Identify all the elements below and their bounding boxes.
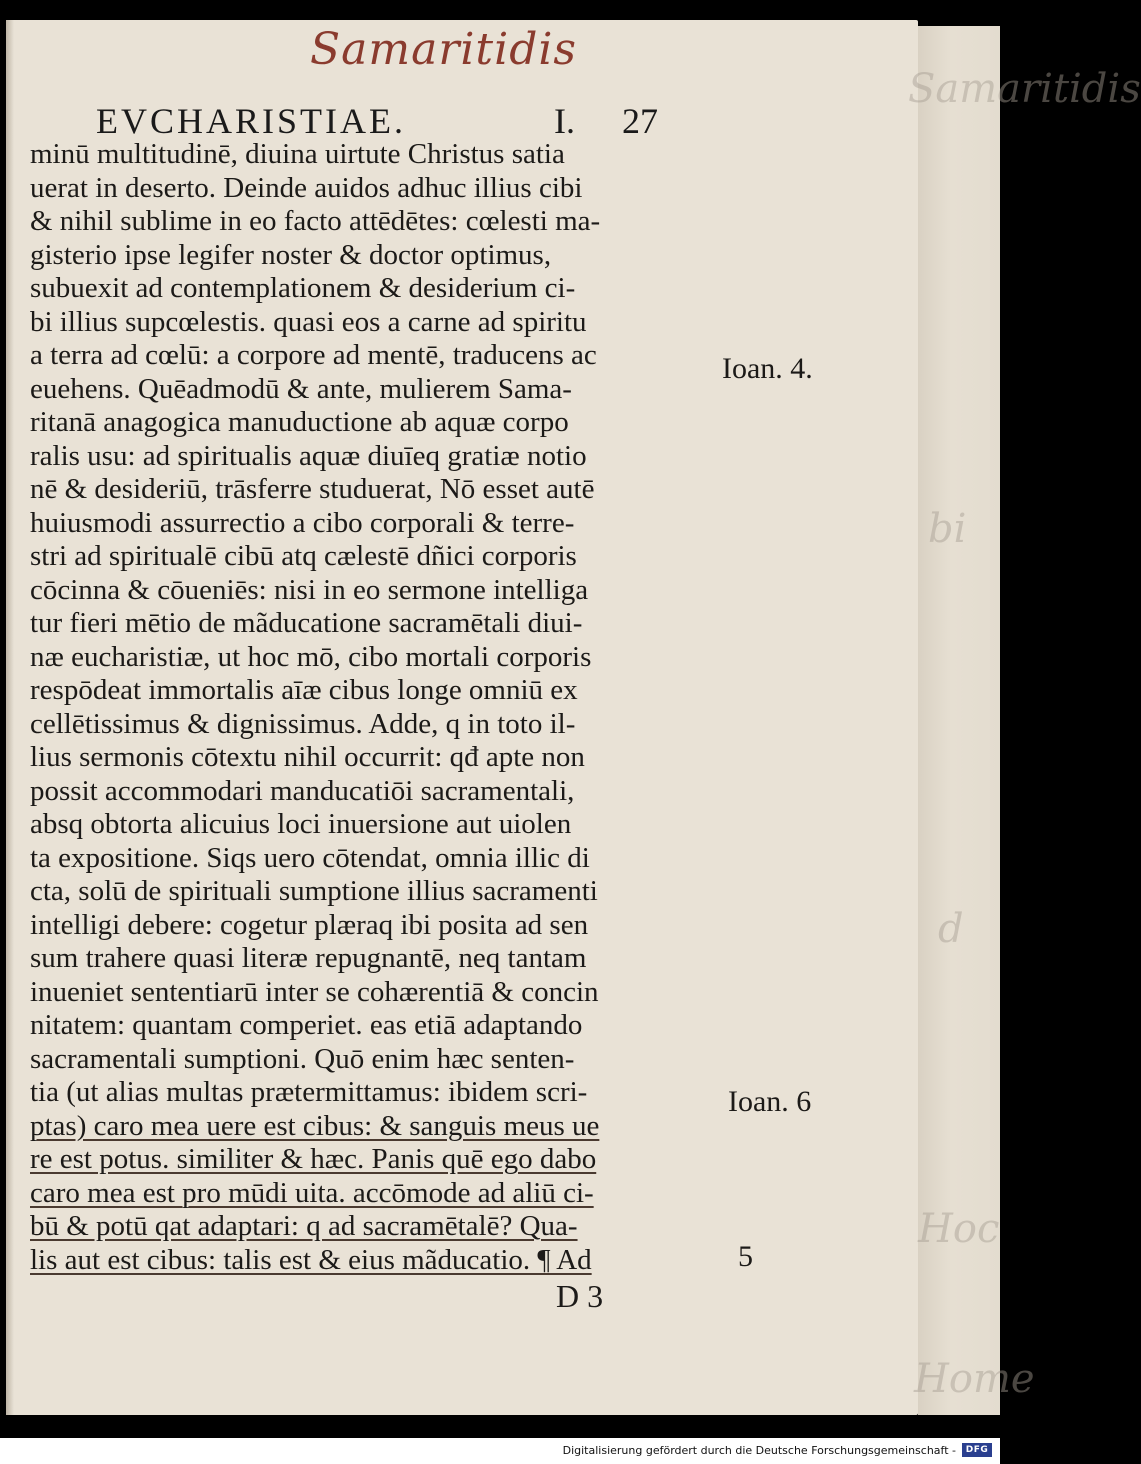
handwritten-annotation: Samaritidis xyxy=(310,24,578,75)
bleed-text: d xyxy=(938,906,964,952)
text-line: respōdeat immortalis aīæ cibus longe omniū ex xyxy=(30,674,578,706)
text-line: ralis usu: ad spiritualis aquæ diuīeq gratiæ notio xyxy=(30,439,587,472)
text-line: stri ad spiritualē cibū atq cælestē dñici corporis xyxy=(30,540,577,572)
text-line: nē & desideriū, trāsferre studuerat, Nō esset autē xyxy=(30,473,595,505)
facing-page-edge xyxy=(908,26,1141,1415)
running-signature: I. xyxy=(554,101,575,141)
text-line: possit accommodari manducatiōi sacramentali, xyxy=(30,774,575,807)
text-line: inueniet sententiarū inter se cohærentiā & concin xyxy=(30,975,599,1008)
text-line-underlined: ptas) caro mea uere est cibus: & sanguis meus ue xyxy=(30,1109,600,1142)
running-title: EVCHARISTIAE. xyxy=(96,101,406,141)
text-line: & nihil sublime in eo facto attēdētes: cœlesti ma- xyxy=(30,205,601,237)
text-line: cta, solū de spirituali sumptione illius sacramenti xyxy=(30,875,598,907)
text-line: tia (ut alias multas prætermittamus: ibidem scri- xyxy=(30,1076,588,1108)
text-line: ritanā anagogica manuductione ab aquæ corpo xyxy=(30,406,569,438)
text-line: huiusmodi assurrectio a cibo corporali & terre- xyxy=(30,506,575,539)
text-line: gisterio ipse legifer noster & doctor optimus, xyxy=(30,238,552,271)
funding-footer-text: Digitalisierung gefördert durch die Deutsche Forschungsgemeinschaft - xyxy=(562,1444,956,1457)
body-text xyxy=(30,138,720,1277)
text-line-underlined: caro mea est pro mūdi uita. accōmode ad aliū ci- xyxy=(30,1176,594,1209)
text-line: ta expositione. Siqs uero cōtendat, omnia illic di xyxy=(30,841,590,874)
text-line: lius sermonis cōtextu nihil occurrit: qđ apte non xyxy=(30,741,585,773)
margin-note-ioan-4: Ioan. 4. xyxy=(722,352,813,385)
text-line-underlined: lis aut est cibus: talis est & eius mãducatio. ¶ Ad xyxy=(30,1243,592,1276)
dfg-logo-icon: DFG xyxy=(962,1443,992,1457)
text-line: cellētissimus & dignissimus. Adde, q in toto il- xyxy=(30,707,576,740)
bleed-text: Samaritidis xyxy=(908,66,1141,112)
text-line: sacramentali sumptioni. Quō enim hæc senten- xyxy=(30,1042,575,1075)
text-line: sum trahere quasi literæ repugnantē, neq tantam xyxy=(30,942,587,974)
text-line: bi illius supcœlestis. quasi eos a carne ad spiritu xyxy=(30,305,587,338)
signature-mark: D 3 xyxy=(556,1278,604,1314)
text-line-underlined: bū & potū qat adaptari: q ad sacramētalē? Qua- xyxy=(30,1210,578,1242)
margin-note-ioan-6: Ioan. 6 xyxy=(728,1085,812,1118)
text-line: nitatem: quantam comperiet. eas etiā adaptando xyxy=(30,1009,583,1041)
margin-note-5: 5 xyxy=(738,1240,753,1273)
text-line: intelligi debere: cogetur plæraq ibi posita ad sen xyxy=(30,908,589,941)
page-gutter-shadow xyxy=(6,20,14,1415)
text-line-underlined: re est potus. similiter & hæc. Panis quē ego dabo xyxy=(30,1143,597,1175)
text-line: subuexit ad contemplationem & desiderium ci- xyxy=(30,272,576,304)
bleed-text: Hoc xyxy=(918,1206,1000,1252)
text-line: a terra ad cœlū: a corpore ad mentē, traducens ac xyxy=(30,339,597,371)
text-line: absq obtorta alicuius loci inuersione aut uiolen xyxy=(30,808,572,840)
text-line: euehens. Quēadmodū & ante, mulierem Sama- xyxy=(30,372,572,405)
page-number: 27 xyxy=(622,101,658,141)
bleed-text: bi xyxy=(928,506,967,552)
text-line: minū multitudinē, diuina uirtute Christus satia xyxy=(30,138,565,170)
text-line: næ eucharistiæ, ut hoc mō, cibo mortali corporis xyxy=(30,640,592,673)
bleed-text: Home xyxy=(914,1356,1035,1402)
text-line: uerat in deserto. Deinde auidos adhuc illius cibi xyxy=(30,171,583,204)
footer-strip xyxy=(0,1438,1000,1464)
text-line: tur fieri mētio de mãducatione sacramētali diui- xyxy=(30,607,583,639)
text-line: cōcinna & cōueniēs: nisi in eo sermone intelliga xyxy=(30,573,589,606)
